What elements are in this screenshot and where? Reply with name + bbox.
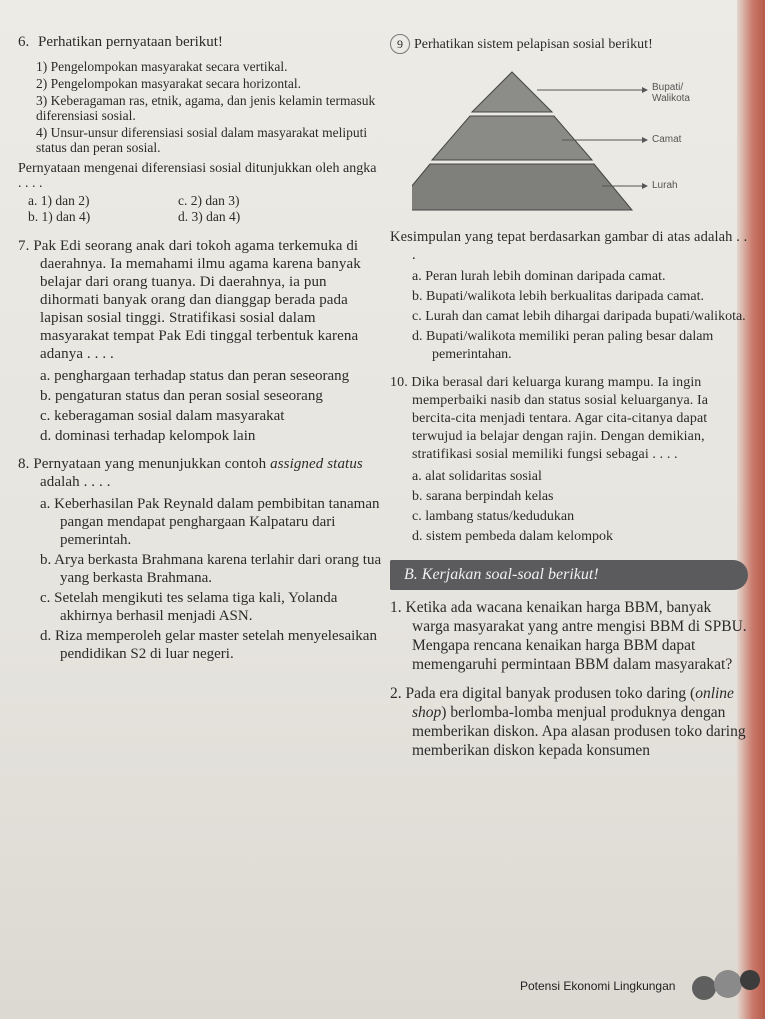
question-8 — [18, 455, 383, 663]
question-9 — [390, 34, 750, 364]
question-stem: Perhatikan pernyataan berikut! — [38, 34, 223, 50]
option-d[interactable]: d. sistem pembeda dalam kelompok — [412, 529, 614, 544]
option-c[interactable]: c. Setelah mengikuti tes selama tiga kali, Yolanda akhirnya berhasil menjadi ASN. — [40, 590, 338, 624]
question-6 — [18, 34, 383, 225]
section-b-header: B. Kerjakan soal-soal berikut! — [390, 560, 748, 590]
option-c[interactable]: c. lambang status/kedudukan — [412, 509, 575, 524]
statement-3: 3) Keberagaman ras, etnik, agama, dan jenis kelamin termasuk diferensiasi sosial. — [36, 93, 376, 123]
option-a[interactable]: a. penghargaan terhadap status dan peran seseorang — [40, 368, 350, 384]
option-a[interactable]: a. Peran lurah lebih dominan daripada camat. — [412, 269, 666, 284]
option-b[interactable]: b. 1) dan 4) — [28, 209, 91, 224]
option-b[interactable]: b. pengaturan status dan peran sosial seseorang — [40, 388, 323, 404]
option-c[interactable]: c. keberagaman sosial dalam masyarakat — [40, 408, 285, 424]
arrow-head-2 — [642, 137, 648, 143]
statement-2: 2) Pengelompokan masyarakat secara horizontal. — [36, 76, 302, 91]
social-pyramid-diagram — [412, 62, 742, 222]
question-text: Pernyataan mengenai diferensiasi sosial ditunjukkan oleh angka . . . . — [18, 161, 377, 191]
level-label-middle: Camat — [652, 134, 682, 145]
options-row — [18, 209, 383, 225]
option-d[interactable]: d. 3) dan 4) — [178, 209, 241, 224]
question-number: 6. — [18, 34, 30, 50]
essay-number: 1. — [390, 599, 402, 616]
decor-circle — [692, 976, 716, 1000]
question-stem: Pernyataan yang menunjukkan contoh — [33, 456, 271, 472]
right-column — [390, 34, 750, 770]
question-stem: Dika berasal dari keluarga kurang mampu. Ia ingin memperbaiki nasib dan status sosial keluarganya. Ia bercita-cita menjadi tentara. Agar cita-citanya dapat terwujud ia belajar dengan rajin. Dengan demikian, stratifikasi sosial memiliki fungsi sebagai . . . . — [411, 375, 709, 462]
question-text: Kesimpulan yang tepat berdasarkan gambar di atas adalah . . . — [390, 229, 748, 263]
question-term: assigned status — [270, 456, 363, 472]
left-column — [18, 34, 383, 665]
question-7 — [18, 237, 383, 445]
pyramid-top — [472, 72, 552, 112]
essay-2 — [390, 684, 750, 760]
level-label-top: Bupati/ Walikota — [652, 82, 690, 104]
essay-questions — [390, 598, 750, 760]
pyramid-bottom — [412, 164, 632, 210]
option-b[interactable]: b. Arya berkasta Brahmana karena terlahir dari orang tua yang berkasta Brahmana. — [40, 552, 382, 586]
question-10 — [390, 374, 750, 546]
arrow-head-1 — [642, 87, 648, 93]
page-footer: Potensi Ekonomi Lingkungan — [520, 979, 676, 993]
option-d[interactable]: d. dominasi terhadap kelompok lain — [40, 428, 256, 444]
essay-text-end: ) berlomba-lomba menjual produknya dengan memberikan diskon. Apa alasan produsen toko daring memberikan diskon kepada konsumen — [412, 704, 746, 759]
question-stem-end: adalah . . . . — [40, 474, 111, 490]
option-d[interactable]: d. Bupati/walikota memiliki peran paling besar dalam pemerintahan. — [412, 329, 714, 362]
option-b[interactable]: b. Bupati/walikota lebih berkualitas daripada camat. — [412, 289, 704, 304]
question-number: 10. — [390, 375, 408, 390]
arrow-head-3 — [642, 183, 648, 189]
option-c[interactable]: c. Lurah dan camat lebih dihargai daripada bupati/walikota. — [412, 309, 746, 324]
question-stem: Pak Edi seorang anak dari tokoh agama terkemuka di daerahnya. Ia memahami ilmu agama karena banyak belajar dari orang tuanya. Di daerahnya, ia pun dihormati banyak orang dan dianggap berada pada lapisan sosial tinggi. Stratifikasi sosial dalam masyarakat tempat Pak Edi tinggal terbentuk karena adanya . . . . — [33, 238, 361, 362]
pyramid-middle — [432, 116, 592, 160]
options-row — [18, 193, 383, 209]
decor-circle — [714, 970, 742, 998]
option-a[interactable]: a. alat solidaritas sosial — [412, 469, 542, 484]
question-stem: Perhatikan sistem pelapisan sosial berikut! — [414, 37, 653, 52]
option-c[interactable]: c. 2) dan 3) — [178, 193, 240, 208]
question-number: 9 — [390, 34, 410, 54]
option-b[interactable]: b. sarana berpindah kelas — [412, 489, 554, 504]
decor-circle — [740, 970, 760, 990]
option-a[interactable]: a. 1) dan 2) — [28, 193, 90, 208]
statement-1: 1) Pengelompokan masyarakat secara vertikal. — [36, 59, 288, 74]
essay-text: Pada era digital banyak produsen toko daring ( — [405, 685, 696, 702]
statement-4: 4) Unsur-unsur diferensiasi sosial dalam masyarakat meliputi status dan peran sosial. — [36, 125, 368, 155]
essay-number: 2. — [390, 685, 402, 702]
essay-1 — [390, 598, 750, 674]
level-label-bottom: Lurah — [652, 180, 678, 191]
decorative-circles — [690, 960, 760, 1010]
question-number: 7. — [18, 238, 30, 254]
essay-term: online shop — [412, 685, 734, 721]
option-a[interactable]: a. Keberhasilan Pak Reynald dalam pembibitan tanaman pangan mendapat penghargaan Kalpataru dari pemerintah. — [40, 496, 380, 548]
option-d[interactable]: d. Riza memperoleh gelar master setelah menyelesaikan pendidikan S2 di luar negeri. — [40, 628, 377, 662]
essay-text: Ketika ada wacana kenaikan harga BBM, banyak warga masyarakat yang antre mengisi BBM di SPBU. Mengapa rencana kenaikan harga BBM dapat memengaruhi permintaan BBM dalam masyarakat? — [405, 599, 747, 673]
question-number: 8. — [18, 456, 30, 472]
